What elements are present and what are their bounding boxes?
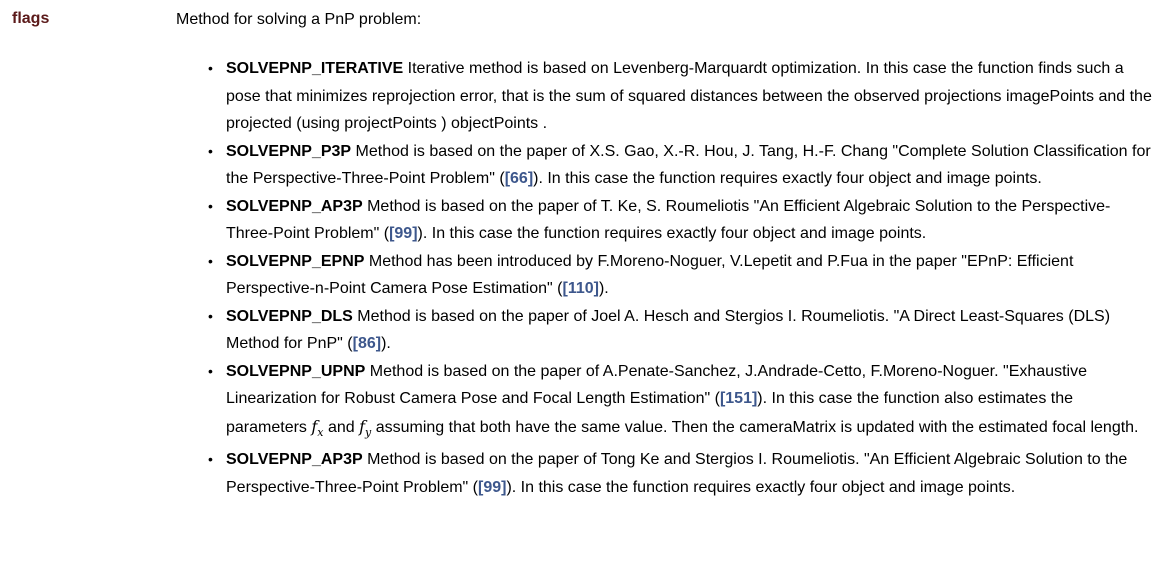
method-description: Method is based on the paper of X.S. Gao, X.-R. Hou, J. Tang, H.-F. Chang "Complete Solution Classification for the Perspective-Three-Point Problem" ( xyxy=(226,142,1151,187)
method-description-tail: ). In this case the function requires exactly four object and image points. xyxy=(506,478,1016,496)
method-name: SOLVEPNP_UPNP xyxy=(226,362,366,380)
bullet-icon: • xyxy=(208,307,213,324)
method-conjunction: and xyxy=(323,418,360,436)
math-subscript: y xyxy=(365,425,372,439)
method-description-tail: ). In this case the function also estimates the parameters xyxy=(226,390,1074,436)
param-description xyxy=(176,0,1156,501)
list-item xyxy=(208,138,1156,193)
method-description: Method is based on the paper of A.Penate-Sanchez, J.Andrade-Cetto, F.Moreno-Noguer. "Exhaustive Linearization for Robust Camera Pose and Focal Length Estimation" ( xyxy=(226,362,1087,407)
citation-link[interactable]: [66] xyxy=(504,170,534,187)
method-description: Method is based on the paper of Tong Ke and Stergios I. Roumeliotis. "An Efficient Algebraic Solution to the Perspective-Three-Point Problem" ( xyxy=(226,451,1128,496)
method-name: SOLVEPNP_AP3P xyxy=(226,451,363,469)
method-description-tail: ). xyxy=(381,335,391,352)
list-item xyxy=(208,55,1156,138)
method-description-tail: ). In this case the function requires exactly four object and image points. xyxy=(533,170,1042,187)
bullet-icon: • xyxy=(208,362,213,379)
method-name: SOLVEPNP_P3P xyxy=(226,142,352,160)
method-description: Method is based on the paper of T. Ke, S. Roumeliotis "An Efficient Algebraic Solution to the Perspective-Three-Point Problem" ( xyxy=(226,197,1111,242)
list-item xyxy=(208,193,1156,248)
list-item xyxy=(208,248,1156,303)
citation-link[interactable]: [151] xyxy=(719,390,758,407)
method-description: Method has been introduced by F.Moreno-Noguer, V.Lepetit and P.Fua in the paper "EPnP: Efficient Perspective-n-Point Camera Pose Estimation" ( xyxy=(226,252,1074,297)
method-description-end: assuming that both have the same value. Then the cameraMatrix is updated with the estimated focal length. xyxy=(371,418,1139,436)
method-name: SOLVEPNP_AP3P xyxy=(226,197,363,215)
param-intro: Method for solving a PnP problem: xyxy=(176,11,422,28)
method-name: SOLVEPNP_EPNP xyxy=(226,252,365,270)
citation-link[interactable]: [110] xyxy=(562,280,599,297)
method-description-tail: ). In this case the function requires exactly four object and image points. xyxy=(417,225,927,242)
citation-link[interactable]: [86] xyxy=(352,335,382,352)
list-item xyxy=(208,303,1156,358)
method-name: SOLVEPNP_ITERATIVE xyxy=(226,60,404,77)
method-description-tail: ). xyxy=(598,280,609,297)
bullet-icon: • xyxy=(208,142,213,159)
bullet-icon: • xyxy=(208,197,213,214)
method-list xyxy=(176,55,1156,501)
method-name: SOLVEPNP_DLS xyxy=(226,307,353,325)
math-base: f xyxy=(359,416,366,436)
method-description: Method is based on the paper of Joel A. Hesch and Stergios I. Roumeliotis. "A Direct Least-Squares (DLS) Method for PnP" ( xyxy=(226,307,1111,352)
bullet-icon: • xyxy=(208,252,213,269)
math-base: f xyxy=(311,416,318,436)
bullet-icon: • xyxy=(208,60,213,76)
param-name: flags xyxy=(12,10,50,27)
citation-link[interactable]: [99] xyxy=(389,225,418,242)
list-item xyxy=(208,446,1156,501)
citation-link[interactable]: [99] xyxy=(478,478,507,496)
math-fy xyxy=(359,416,372,439)
list-item xyxy=(208,358,1156,447)
math-fx xyxy=(311,416,324,439)
method-description: Iterative method is based on Levenberg-Marquardt optimization. In this case the function finds such a pose that minimizes reprojection error, that is the sum of squared distances between the observed projections imagePoints and the projected (using projectPoints ) objectPoints . xyxy=(226,60,1152,132)
bullet-icon: • xyxy=(208,451,213,468)
math-subscript: x xyxy=(317,425,324,439)
